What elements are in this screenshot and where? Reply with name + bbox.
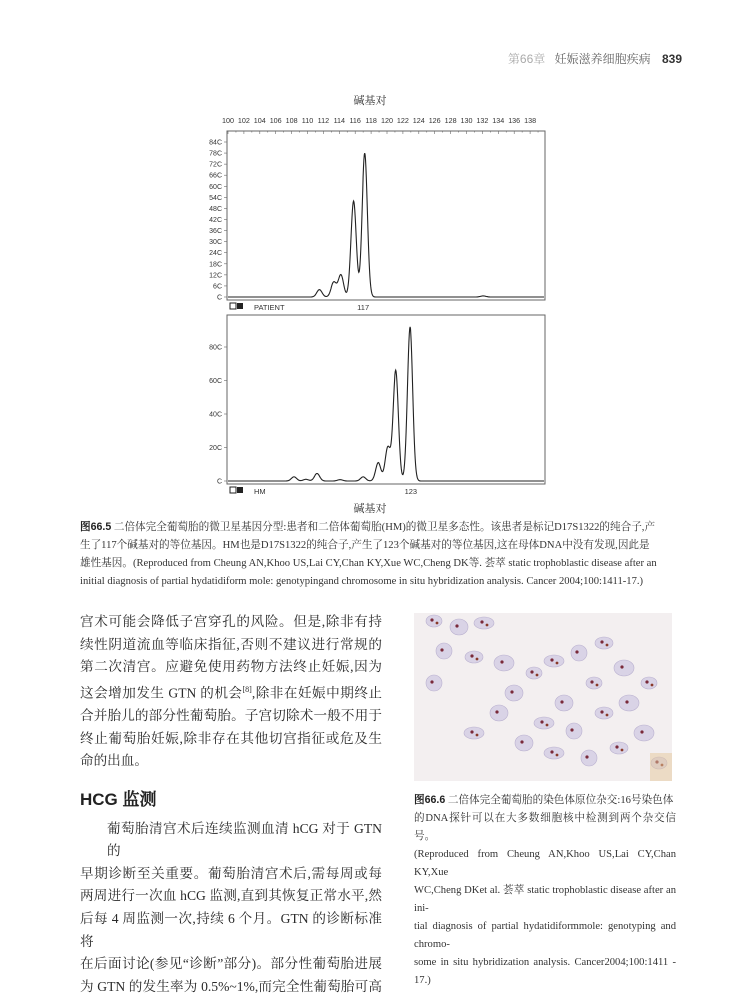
text-line: 早期诊断至关重要。葡萄胎清宫术后,需每周或每 [80, 865, 382, 881]
legend-empty-square-icon [230, 487, 236, 493]
caption-line: 二倍体完全葡萄胎的染色体原位杂交:16号染色体 [447, 795, 674, 806]
hybridization-signal [596, 684, 599, 687]
cell-nucleus [490, 705, 508, 721]
hybridization-signal [556, 754, 559, 757]
two-column-section [80, 611, 676, 998]
trace-line [228, 327, 544, 481]
cell-nucleus [465, 651, 483, 663]
body-paragraph-1 [80, 611, 382, 773]
y-tick-label: 80C [209, 344, 222, 352]
hybridization-signal [575, 650, 578, 653]
trace-line [228, 153, 544, 297]
y-tick-label: 40C [209, 411, 222, 419]
hybridization-signal [550, 750, 553, 753]
text-line: 这会增加发生 GTN 的机会 [80, 685, 243, 701]
caption-label: 图66.6 [414, 794, 446, 806]
hybridization-signal [621, 749, 624, 752]
x-tick-label: 136 [508, 116, 521, 125]
right-column [414, 611, 676, 998]
x-tick-label: 116 [349, 116, 361, 125]
cell-nucleus [586, 677, 602, 689]
cell-nucleus [494, 655, 514, 671]
x-tick-labels [222, 116, 536, 125]
x-tick-label: 128 [444, 116, 457, 125]
x-tick-label: 138 [524, 116, 537, 125]
sample-label: HM [254, 487, 266, 496]
section-heading: HCG 监测 [80, 789, 157, 809]
cell-nucleus [515, 735, 533, 751]
text-line: 命的出血。 [80, 753, 148, 769]
plot-frame [227, 315, 545, 484]
hybridization-signal [486, 624, 489, 627]
chart-patient [209, 131, 545, 312]
legend-filled-square-icon [237, 487, 243, 493]
hybridization-signal [476, 658, 479, 661]
x-tick-label: 106 [269, 116, 282, 125]
stain-edge [650, 753, 672, 781]
cell-nucleus [544, 655, 564, 667]
text-line: 后每 4 周监测一次,持续 6 个月。GTN 的诊断标准将 [80, 911, 382, 949]
text-line: 两周进行一次血 hCG 监测,直到其恢复正常水平,然 [80, 888, 382, 904]
text-line: 葡萄胎清宫术后连续监测血清 hCG 对于 GTN 的 [107, 820, 382, 859]
x-tick-label: 120 [381, 116, 393, 125]
hybridization-signal [455, 624, 458, 627]
text-line: 在后面讨论(参见“诊断”部分)。部分性葡萄胎进展 [80, 956, 382, 972]
x-tick-label: 124 [412, 116, 425, 125]
y-tick-label: 84C [209, 139, 222, 147]
caption-line: tial diagnosis of partial hydatidiformmole: genotyping and chromo- [414, 921, 676, 950]
caption-line: initial diagnosis of partial hydatidiform mole: genotypingand chromosome in situ hybridization analysis. Cancer 2004;100:1411-17.) [80, 576, 644, 587]
y-tick-label: C [216, 478, 222, 486]
x-tick-label: 126 [428, 116, 441, 125]
x-tick-label: 134 [492, 116, 505, 125]
y-tick-label: 78C [209, 150, 222, 158]
cell-nucleus [614, 660, 634, 676]
hybridization-signal [585, 755, 588, 758]
y-tick-label: C [216, 294, 222, 302]
hybridization-signal [560, 700, 563, 703]
y-tick-label: 36C [209, 228, 222, 236]
page-number: 839 [661, 52, 682, 66]
body-paragraph-2 [80, 818, 382, 998]
cell-nucleus [526, 667, 542, 679]
hybridization-signal [470, 730, 473, 733]
caption-line: some in situ hybridization analysis. Cancer2004;100:1411 - 17.) [414, 957, 676, 986]
hybridization-signal [550, 658, 553, 661]
hybridization-signal [600, 710, 603, 713]
hybridization-signal [536, 674, 539, 677]
caption-line: WC,Cheng DKet al. 荟萃 static trophoblastic disease after an ini- [414, 885, 676, 914]
y-tick-label: 6C [213, 283, 222, 291]
chapter-title: 妊娠滋养细胞疾病 [554, 52, 651, 66]
cell-nucleus [610, 742, 628, 754]
allele-marker-label: 123 [404, 487, 418, 496]
y-tick-label: 24C [209, 250, 222, 258]
hybridization-signal [640, 730, 643, 733]
cell-nucleus [581, 750, 597, 766]
caption-line: 雄性基因。(Reproduced from Cheung AN,Khoo US,Lai CY,Chan KY,Xue WC,Cheng DK等. 荟萃 static trophoblastic disease after an [80, 558, 657, 569]
text-line: 续性阴道流血等临床指征,否则不建议进行常规的 [80, 636, 382, 652]
caption-line: 生了117个碱基对的等位基因。HM也是D17S1322的纯合子,产生了123个碱基对的等位基因,这在母体DNA中没有发现,因此是 [80, 540, 650, 551]
cell-nucleus [555, 695, 573, 711]
sample-label: PATIENT [254, 303, 285, 312]
hybridization-signal [620, 665, 623, 668]
hybridization-signal [625, 700, 628, 703]
hybridization-signal [546, 724, 549, 727]
legend-empty-square-icon [230, 303, 236, 309]
y-tick-label: 20C [209, 445, 222, 452]
cell-nucleus [544, 747, 564, 759]
caption-line: (Reproduced from Cheung AN,Khoo US,Lai CY,Chan KY,Xue [414, 849, 676, 878]
y-tick-label: 60C [209, 378, 222, 385]
hybridization-signal [606, 714, 609, 717]
cell-nuclei-image [414, 613, 672, 781]
left-column [80, 611, 382, 998]
x-tick-label: 132 [476, 116, 489, 125]
y-tick-label: 48C [209, 205, 222, 213]
hybridization-signal [495, 710, 498, 713]
cell-nucleus [595, 637, 613, 649]
hybridization-signal [500, 660, 503, 663]
text-line: 为 GTN 的发生率为 0.5%~1%,而完全性葡萄胎可高 [80, 978, 382, 994]
citation-ref[interactable]: [8] [242, 684, 252, 694]
hybridization-signal [600, 640, 603, 643]
y-tick-label: 66C [209, 172, 222, 180]
hybridization-signal [476, 734, 479, 737]
x-tick-label: 110 [301, 116, 314, 125]
hybridization-signal [590, 680, 593, 683]
cell-nucleus [571, 645, 587, 661]
legend-filled-square-icon [237, 303, 243, 309]
cell-nucleus [595, 707, 613, 719]
x-tick-label: 118 [365, 116, 377, 125]
x-tick-label: 122 [396, 116, 409, 125]
hybridization-signal [430, 680, 433, 683]
hybridization-signal [520, 740, 523, 743]
plot-frame [227, 131, 545, 300]
y-tick-label: 42C [209, 217, 222, 224]
cell-nucleus [450, 619, 468, 635]
chart-hm [209, 315, 545, 496]
figure-66-6-micrograph [414, 613, 672, 781]
cell-nucleus [619, 695, 639, 711]
hybridization-signal [440, 648, 443, 651]
cell-nucleus [641, 677, 657, 689]
hybridization-signal [436, 622, 439, 625]
text-line: 终止葡萄胎妊娠,除非存在其他切宫指征或危及生 [80, 730, 382, 746]
hybridization-signal [540, 720, 543, 723]
hybridization-signal [651, 684, 654, 687]
hybridization-signal [556, 662, 559, 665]
cell-nucleus [534, 717, 554, 729]
y-tick-label: 60C [209, 183, 222, 191]
caption-line: 二倍体完全葡萄胎的微卫星基因分型:患者和二倍体葡萄胎(HM)的微卫星多态性。该患者是标记D17S1322的纯合子,产 [113, 522, 656, 533]
cell-nucleus [474, 617, 494, 629]
text-line: 宫术可能会降低子宫穿孔的风险。但是,除非有持 [80, 614, 382, 629]
x-tick-label: 108 [285, 116, 298, 125]
text-line: 第二次清宫。应避免使用药物方法终止妊娠,因为 [80, 659, 382, 675]
y-tick-label: 72C [209, 161, 222, 169]
x-tick-label: 114 [333, 116, 346, 125]
cell-nucleus [436, 643, 452, 659]
y-tick-label: 12C [209, 272, 222, 280]
cell-nucleus [426, 615, 442, 627]
caption-line: 的DNA探针可以在大多数细胞核中检测到两个杂交信号。 [414, 813, 676, 842]
cell-nucleus [426, 675, 442, 691]
hybridization-signal [615, 745, 618, 748]
hybridization-signal [470, 654, 473, 657]
cell-nucleus [505, 685, 523, 701]
cell-nucleus [634, 725, 654, 741]
x-tick-label: 112 [317, 116, 330, 125]
x-tick-label: 100 [222, 116, 234, 125]
cell-nucleus [566, 723, 582, 739]
allele-marker-label: 117 [357, 303, 370, 312]
x-tick-label: 104 [253, 116, 266, 125]
x-tick-label: 102 [237, 116, 250, 125]
hybridization-signal [430, 618, 433, 621]
hybridization-signal [570, 728, 573, 731]
top-axis-title: 碱基对 [353, 95, 387, 107]
text-line: 合并胎儿的部分性葡萄胎。子宫切除术一般不用于 [80, 707, 382, 723]
y-tick-label: 30C [209, 239, 222, 247]
hybridization-signal [530, 670, 533, 673]
caption-label: 图66.5 [80, 521, 112, 533]
hybridization-signal [645, 680, 648, 683]
hybridization-signal [480, 620, 483, 623]
figure-66-6-caption [414, 791, 676, 990]
figure-66-5-caption [80, 518, 676, 591]
chapter-number: 第66章 [507, 52, 546, 66]
hybridization-signal [510, 690, 513, 693]
bottom-axis-title: 碱基对 [353, 503, 387, 515]
x-tick-label: 130 [460, 116, 473, 125]
y-tick-label: 18C [209, 261, 222, 269]
text-line: ,除非在妊娠中期终止 [251, 685, 382, 701]
hybridization-signal [606, 644, 609, 647]
cell-nucleus [464, 727, 484, 739]
y-tick-label: 54C [209, 194, 222, 202]
